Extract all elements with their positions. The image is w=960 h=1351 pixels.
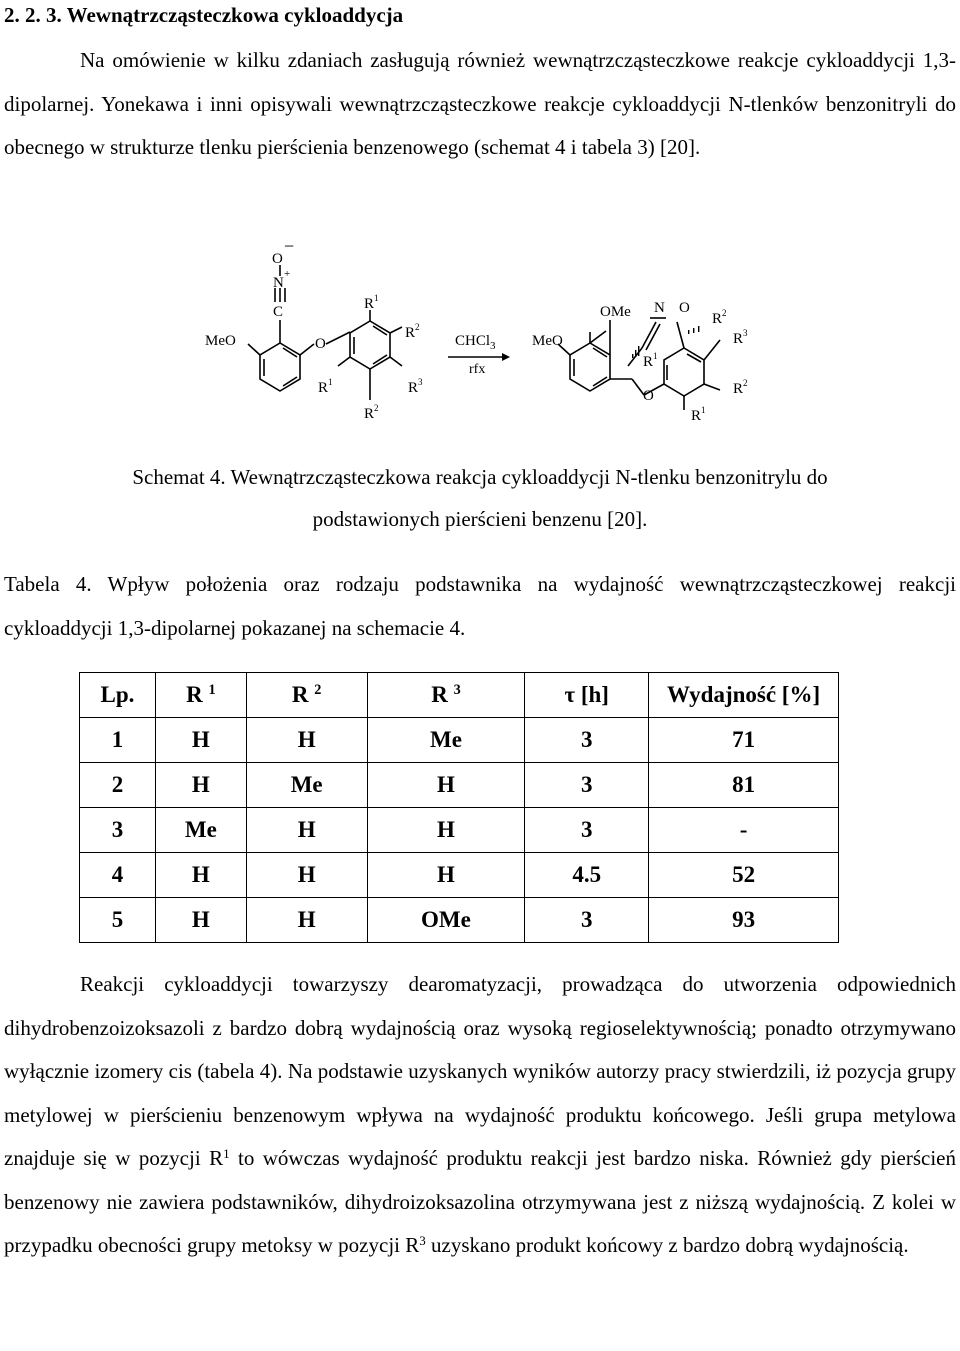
heat-label: rfx	[469, 362, 486, 377]
discussion-text-1: Reakcji cykloaddycji towarzyszy dearomatyzacji, prowadząca do utworzenia odpowiednich dihydrobenzoizoksazoli z bardzo dobrą wydajnością oraz wysoką regioselektywnością; ponadto otrzymywano wyłącznie izomery cis (tabela 4). Na podstawie uzyskanych wyników autorzy pracy stwierdzili, iż pozycja grupy metylowej w pierścieniu benzenowym wpływa na wydajność produktu końcowego. Jeśli grupa metylowa znajduje się w pozycji R	[4, 972, 956, 1170]
product-ring-o: O	[679, 300, 690, 316]
reactant-ring-left	[260, 343, 300, 391]
reactant-meo: MeO	[205, 333, 236, 349]
nitrile-oxide-n: N	[273, 275, 284, 291]
cell-tau: 3	[525, 763, 649, 808]
cell-r3: OMe	[367, 898, 525, 943]
product-ring-left	[570, 343, 610, 391]
cell-r1: H	[155, 853, 246, 898]
cell-lp: 5	[80, 898, 156, 943]
discussion-sup-2: 3	[419, 1232, 426, 1248]
table-row	[80, 808, 839, 853]
product-ring-right	[664, 348, 704, 396]
header-tau: τ [h]	[525, 673, 649, 718]
cell-yield: 52	[649, 853, 839, 898]
minus-charge: −	[284, 240, 295, 256]
cell-lp: 2	[80, 763, 156, 808]
scheme-caption-line-2: podstawionych pierścieni benzenu [20].	[312, 507, 648, 531]
header-lp: Lp.	[80, 673, 156, 718]
cell-r2: H	[246, 898, 367, 943]
discussion-text-2: to wówczas wydajność produktu reakcji jest bardzo niska. Również gdy pierścień benzenowy nie zawiera podstawników, dihydroizoksazolina otrzymywana jest z niższą wydajnością. Z kolei w przypadku obecności grupy metoksy w pozycji R	[4, 1146, 956, 1257]
product-r2-right: $R^2$	[733, 378, 748, 397]
cell-yield: 93	[649, 898, 839, 943]
product-bottom-o: O	[643, 388, 654, 404]
cell-lp: 3	[80, 808, 156, 853]
cell-r3: H	[367, 853, 525, 898]
product-r1-bottom: $R^1$	[691, 405, 706, 424]
plus-charge: +	[284, 268, 291, 280]
cell-r2: H	[246, 853, 367, 898]
header-r2: R $^2$	[246, 673, 367, 718]
reactant-r2-bottom: $R^2$	[364, 403, 379, 422]
product-r2-top: $R^2$	[712, 308, 727, 327]
cell-tau: 3	[525, 898, 649, 943]
table-row	[80, 853, 839, 898]
cell-r2: Me	[246, 763, 367, 808]
reaction-scheme	[180, 240, 780, 430]
cell-r2: H	[246, 718, 367, 763]
cell-lp: 1	[80, 718, 156, 763]
product-n: N	[654, 300, 665, 316]
reactant-r2-right: $R^2$	[405, 322, 420, 341]
intro-paragraph	[4, 39, 956, 170]
nitrile-oxide-o: O	[272, 251, 283, 267]
reactant-r1-top: $R^1$	[364, 293, 379, 312]
cell-r1: H	[155, 898, 246, 943]
reactant-ring-right	[350, 321, 390, 369]
product-r3-right: $R^3$	[733, 328, 748, 347]
header-r1: R $^1$	[155, 673, 246, 718]
cell-r2: H	[246, 808, 367, 853]
results-table	[79, 672, 839, 943]
discussion-text-3: uzyskano produkt końcowy z bardzo dobrą wydajnością.	[425, 1233, 909, 1257]
cell-r1: H	[155, 718, 246, 763]
product-meo: MeO	[532, 333, 563, 349]
table-caption: Tabela 4. Wpływ położenia oraz rodzaju podstawnika na wydajność wewnątrzcząsteczkowej reakcji cykloaddycji 1,3-dipolarnej pokazanej na schemacie 4.	[4, 572, 956, 640]
discussion-sup-1: 1	[223, 1145, 230, 1161]
scheme-caption-line-1: Schemat 4. Wewnątrzcząsteczkowa reakcja cykloaddycji N-tlenku benzonitrylu do	[132, 465, 828, 489]
product-r1-inner: $R^1$	[643, 351, 658, 370]
reactant-r1-left: $R^1$	[318, 377, 333, 396]
table-row	[80, 718, 839, 763]
table-row	[80, 763, 839, 808]
nitrile-oxide-c: C	[273, 304, 284, 320]
cell-tau: 4.5	[525, 853, 649, 898]
header-yield: Wydajność [%]	[649, 673, 839, 718]
cell-tau: 3	[525, 808, 649, 853]
cell-r1: H	[155, 763, 246, 808]
reactant-r3-right: $R^3$	[408, 377, 423, 396]
solvent-label: CHCl$_3$	[455, 333, 496, 352]
cell-r3: Me	[367, 718, 525, 763]
intro-paragraph-text: Na omówienie w kilku zdaniach zasługują również wewnątrzcząsteczkowe reakcje cykloaddycji 1,3-dipolarnej. Yonekawa i inni opisywali wewnątrzcząsteczkowe reakcje cykloaddycji N-tlenków benzonitryli do obecnego w strukturze tlenku pierścienia benzenowego (schemat 4 i tabela 3) [20].	[4, 48, 956, 159]
cell-r3: H	[367, 808, 525, 853]
table-row	[80, 898, 839, 943]
cell-yield: 81	[649, 763, 839, 808]
cell-r3: H	[367, 763, 525, 808]
cell-tau: 3	[525, 718, 649, 763]
cell-yield: 71	[649, 718, 839, 763]
cell-lp: 4	[80, 853, 156, 898]
cell-yield: -	[649, 808, 839, 853]
header-r3: R $^3$	[367, 673, 525, 718]
table-header-row	[80, 673, 839, 718]
reactant-ether-o: O	[315, 336, 326, 352]
product-ome: OMe	[600, 304, 631, 320]
section-heading: 2. 2. 3. Wewnątrzcząsteczkowa cykloaddycja	[4, 3, 404, 27]
discussion-paragraph	[4, 963, 956, 1268]
cell-r1: Me	[155, 808, 246, 853]
